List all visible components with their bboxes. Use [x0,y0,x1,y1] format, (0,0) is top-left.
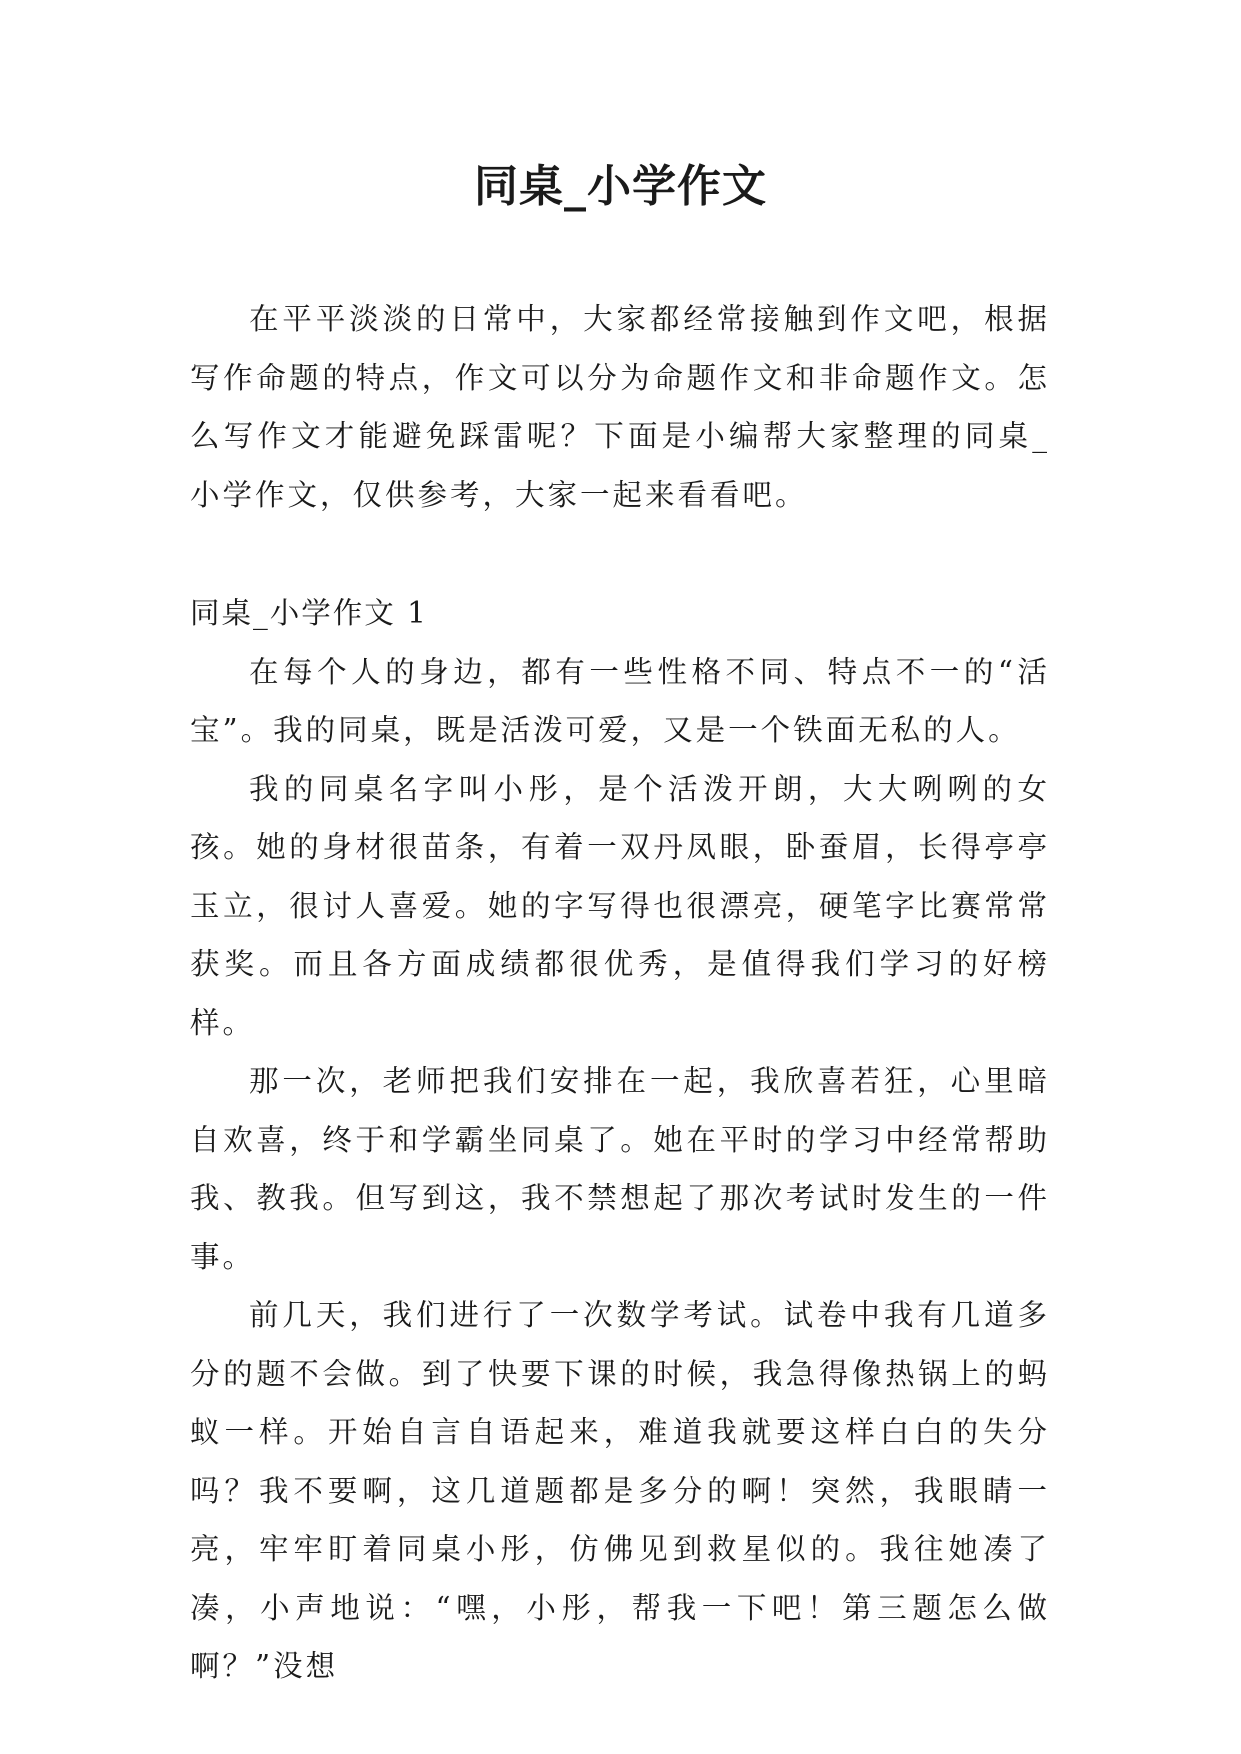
intro-paragraph: 在平平淡淡的日常中，大家都经常接触到作文吧，根据写作命题的特点，作文可以分为命题作文和非命题作文。怎么写作文才能避免踩雷呢？下面是小编帮大家整理的同桌_小学作文，仅供参考，大家一起来看看吧。 [190,302,1050,512]
body-paragraph: 在每个人的身边，都有一些性格不同、特点不一的“活宝”。我的同桌，既是活泼可爱，又是一个铁面无私的人。 [190,654,1050,747]
document-title: 同桌_小学作文 [474,161,767,212]
section-heading: 同桌_小学作文 1 [190,596,428,630]
body-paragraph: 前几天，我们进行了一次数学考试。试卷中我有几道多分的题不会做。到了快要下课的时候，我急得像热锅上的蚂蚁一样。开始自言自语起来，难道我就要这样白白的失分吗？我不要啊，这几道题都是多分的啊！突然，我眼睛一亮，牢牢盯着同桌小彤，仿佛见到救星似的。我往她凑了凑，小声地说：“嘿，小彤，帮我一下吧！第三题怎么做啊？”没想 [190,1298,1050,1683]
body-paragraph: 那一次，老师把我们安排在一起，我欣喜若狂，心里暗自欢喜，终于和学霸坐同桌了。她在平时的学习中经常帮助我、教我。但写到这，我不禁想起了那次考试时发生的一件事。 [190,1064,1050,1274]
body-paragraph: 我的同桌名字叫小彤，是个活泼开朗，大大咧咧的女孩。她的身材很苗条，有着一双丹凤眼，卧蚕眉，长得亭亭玉立，很讨人喜爱。她的字写得也很漂亮，硬笔字比赛常常获奖。而且各方面成绩都很优秀，是值得我们学习的好榜样。 [190,771,1050,1040]
document-body [190,290,1050,1696]
